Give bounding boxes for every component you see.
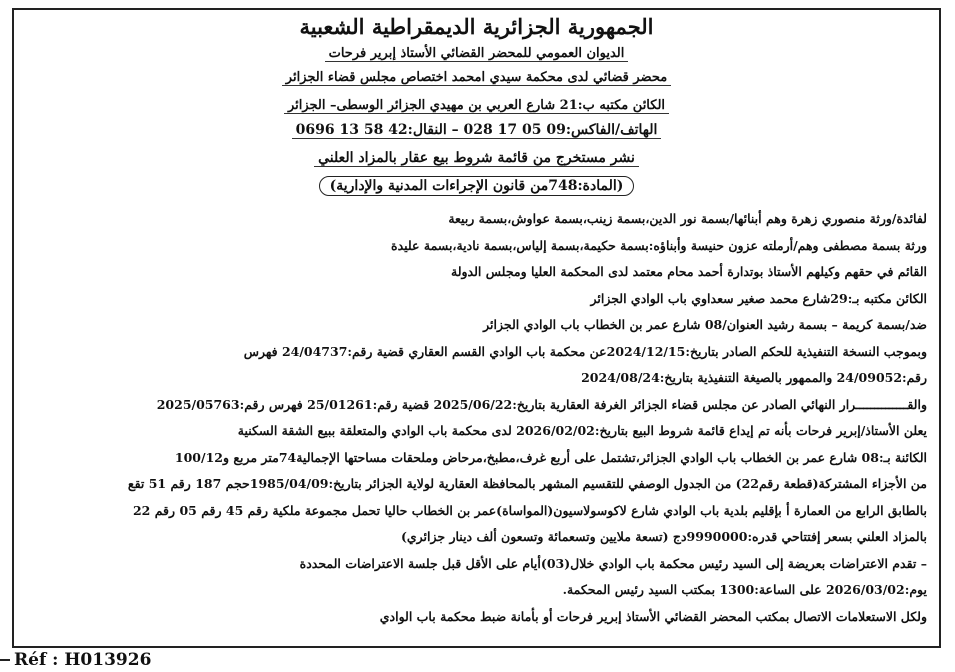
body-line: ورثة بسمة مصطفى وهم/أرملته عزون حنيسة وأبناؤه:بسمة حكيمة،بسمة إلياس،بسمة نادية،بسمة عليدة [391,237,927,253]
notice-title: نشر مستخرج من قائمة شروط بيع عقار بالمزاد العلني [14,150,939,166]
body-line: القائم في حقهم وكيلهم الأستاذ بوتدارة أحمد محام معتمد لدى المحكمة العليا ومجلس الدولة [451,264,927,279]
body-line: رقم:24/09052 والممهور بالصيغة التنفيذية بتاريخ:2024/08/24 [581,370,927,385]
republic-heading: الجمهورية الجزائرية الديمقراطية الشعبية [299,14,654,39]
address-heading: الكائن مكتبه ب:21 شارع العربي بن مهيدي الجزائر الوسطى– الجزائر [14,98,939,113]
body-line: ضد/بسمة كريمة – بسمة رشيد العنوان/08 شارع عمر بن الخطاب باب الوادي الجزائر [483,317,927,332]
office-heading: الديوان العمومي للمحضر القضائي الأستاذ إبرير فرحات [14,46,939,61]
article-box: (المادة:748من قانون الإجراءات المدنية والإدارية) [14,176,939,196]
body-line: يعلن الأستاذ/إبرير فرحات بأنه تم إيداع قائمة شروط البيع بتاريخ:2026/02/02 لدى محكمة باب الوادي والمتعلقة ببيع الشقة السكنية [237,423,927,438]
body-line: بالمزاد العلني بسعر إفتتاحي قدره:9990000دج (تسعة ملايين وتسعمائة وتسعون ألف دينار جزائري) [400,529,927,544]
body-line: يوم:2026/03/02 على الساعة:1300 بمكتب السيد رئيس المحكمة. [562,582,927,597]
body-line: وبموجب النسخة التنفيذية للحكم الصادر بتاريخ:2024/12/15عن محكمة باب الوادي القسم العقاري قضية رقم:24/04737 فهرس [243,343,927,359]
document-frame [12,8,941,648]
body-line: ولكل الاستعلامات الاتصال بمكتب المحضر القضائي الأستاذ إبرير فرحات أو بأمانة ضبط محكمة باب الوادي [379,608,927,624]
court-heading: محضر قضائي لدى محكمة سيدي امحمد اختصاص مجلس قضاء الجزائر [14,70,939,85]
phones-heading: الهاتف/الفاكس:09 05 17 028 – النقال:42 58 13 0696 [14,122,939,138]
notice-body [32,206,927,630]
body-line: من الأجزاء المشتركة(قطعة رقم22) من الجدول الوصفي للتقسيم المشهر بالمحافظة العقارية لولاية الجزائر بتاريخ:1985/04/09حجم 187 رقم 51 تقع [127,476,927,491]
body-line: الكائن مكتبه بـ:29شارع محمد صغير سعداوي باب الوادي الجزائر [590,290,927,306]
body-line: والقــــــــــــــرار النهائي الصادر عن مجلس قضاء الجزائر الغرفة العقارية بتاريخ:2025/06/22 قضية رقم:25/01261 فهرس رقم:2025/05763 [156,396,927,412]
body-line: لفائدة/ورثة منصوري زهرة وهم أبنائها/بسمة نور الدين،بسمة زينب،بسمة عواوش،بسمة ربيعة [448,211,927,226]
body-line: الكائنة بـ:08 شارع عمر بن الخطاب باب الوادي الجزائر،تشتمل على أربع غرف،مطبخ،مرحاض وملحقات مساحتها الإجمالية74متر مربع و100/12 [174,449,927,465]
reference-code: Réf : H013926 [10,650,155,670]
body-line: – تقدم الاعتراضات بعريضة إلى السيد رئيس محكمة باب الوادي خلال(03)أيام على الأقل قبل جلسة الاعتراضات المحددة [299,555,927,571]
body-line: بالطابق الرابع من العمارة أ بإقليم بلدية باب الوادي شارع لاكوسولاسيون(المواساة)عمر بن الخطاب حاليا تحمل مجموعة ملكية رقم 45 رقم 05 رقم 22 [132,502,927,518]
